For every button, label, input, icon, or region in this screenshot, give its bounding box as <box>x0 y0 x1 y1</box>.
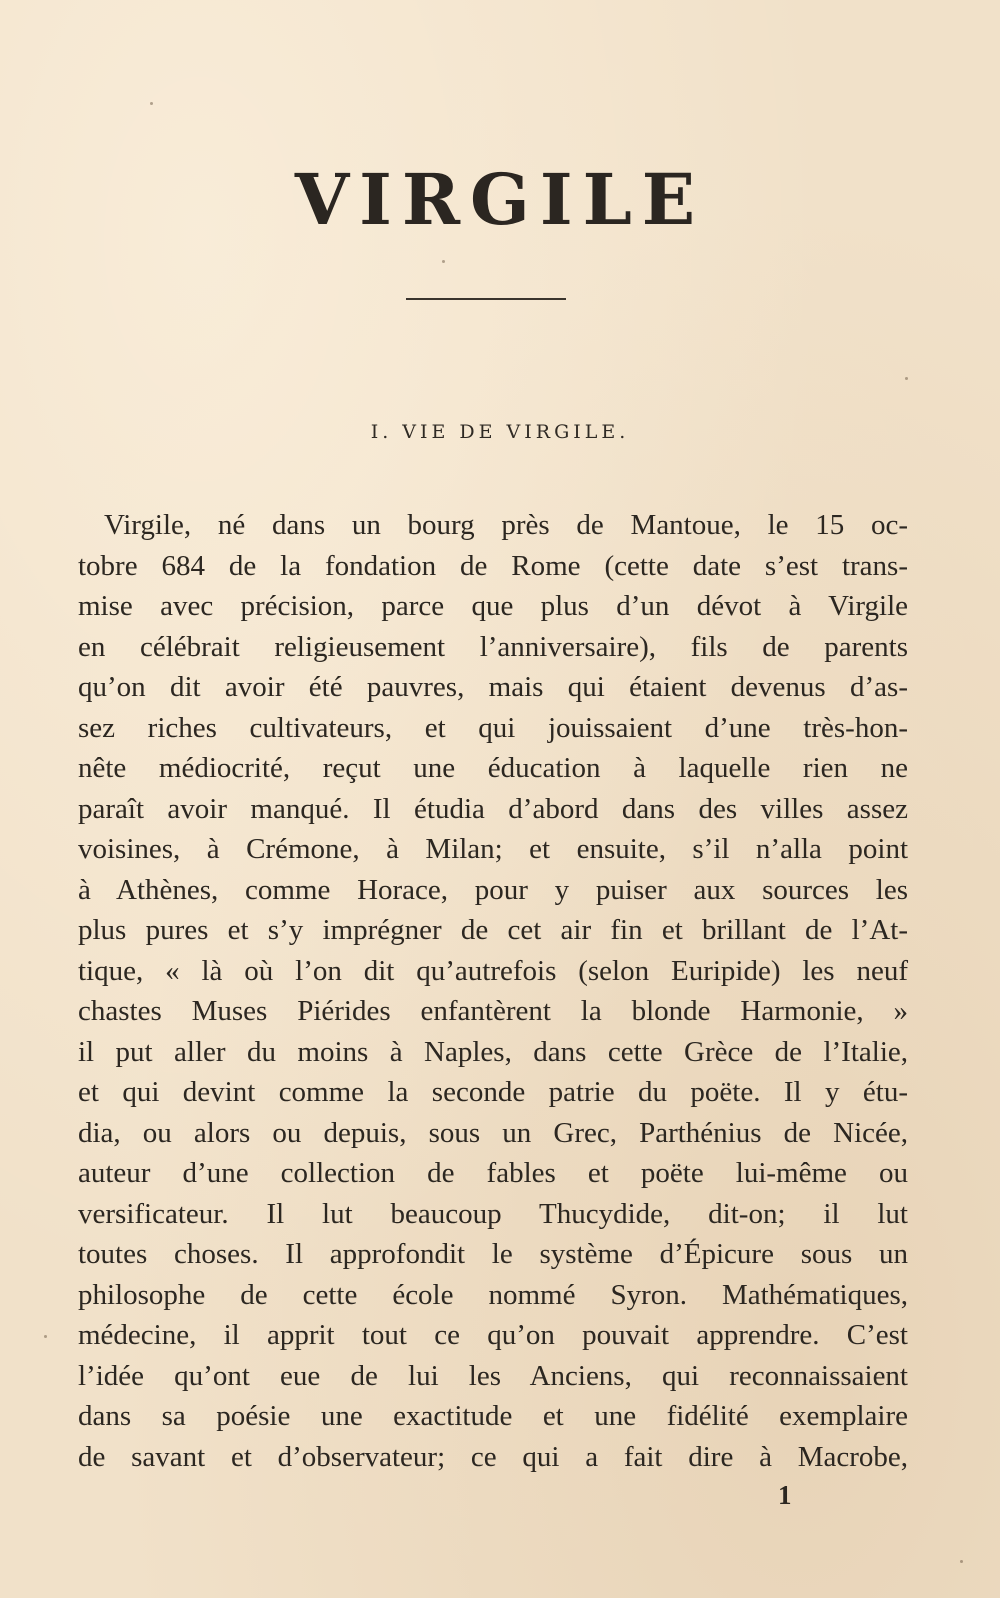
text-line: dia, ou alors ou depuis, sous un Grec, Parthénius de Nicée, <box>78 1116 908 1149</box>
text-line: mise avec précision, parce que plus d’un dévot à Virgile <box>78 590 908 622</box>
paper-speck <box>150 102 153 105</box>
paper-speck <box>905 377 908 380</box>
text-line: auteur d’une collection de fables et poëte lui-même ou <box>78 1157 908 1189</box>
text-line: médecine, il apprit tout ce qu’on pouvait apprendre. C’est <box>78 1319 908 1351</box>
text-line: en célébrait religieusement l’anniversaire), fils de parents <box>78 630 908 663</box>
text-line: sez riches cultivateurs, et qui jouissaient d’une très-hon- <box>78 711 908 744</box>
text-line: toutes choses. Il approfondit le système d’Épicure sous un <box>78 1238 908 1270</box>
text-line: il put aller du moins à Naples, dans cette Grèce de l’Italie, <box>78 1035 908 1068</box>
text-line: philosophe de cette école nommé Syron. Mathématiques, <box>78 1278 908 1311</box>
text-line: plus pures et s’y imprégner de cet air fin et brillant de l’At- <box>78 914 908 946</box>
title-rule <box>406 298 566 300</box>
text-line: qu’on dit avoir été pauvres, mais qui étaient devenus d’as- <box>78 671 908 703</box>
text-line: tobre 684 de la fondation de Rome (cette date s’est trans- <box>78 549 908 582</box>
text-line: à Athènes, comme Horace, pour y puiser aux sources les <box>78 873 908 906</box>
text-line: dans sa poésie une exactitude et une fidélité exemplaire <box>78 1400 908 1432</box>
page-title: VIRGILE <box>294 158 706 241</box>
text-line: et qui devint comme la seconde patrie du poëte. Il y étu- <box>78 1076 908 1108</box>
text-line: chastes Muses Piérides enfantèrent la blonde Harmonie, » <box>78 995 908 1027</box>
paper-speck <box>960 1560 963 1563</box>
section-heading: I. VIE DE VIRGILE. <box>370 421 630 443</box>
paper-speck <box>442 260 445 263</box>
text-line: de savant et d’observateur; ce qui a fait dire à Macrobe, <box>78 1440 908 1473</box>
text-line: tique, « là où l’on dit qu’autrefois (selon Euripide) les neuf <box>78 954 908 987</box>
page-number: 1 <box>778 1480 792 1510</box>
text-line: nête médiocrité, reçut une éducation à laquelle rien ne <box>78 752 908 784</box>
text-line: Virgile, né dans un bourg près de Mantoue, le 15 oc- <box>104 509 908 541</box>
text-line: versificateur. Il lut beaucoup Thucydide, dit-on; il lut <box>78 1197 908 1230</box>
paper-speck <box>44 1335 47 1338</box>
text-line: paraît avoir manqué. Il étudia d’abord dans des villes assez <box>78 792 908 825</box>
text-line: l’idée qu’ont eue de lui les Anciens, qui reconnaissaient <box>78 1359 908 1392</box>
body-text <box>78 505 908 1477</box>
text-line: voisines, à Crémone, à Milan; et ensuite, s’il n’alla point <box>78 833 908 865</box>
